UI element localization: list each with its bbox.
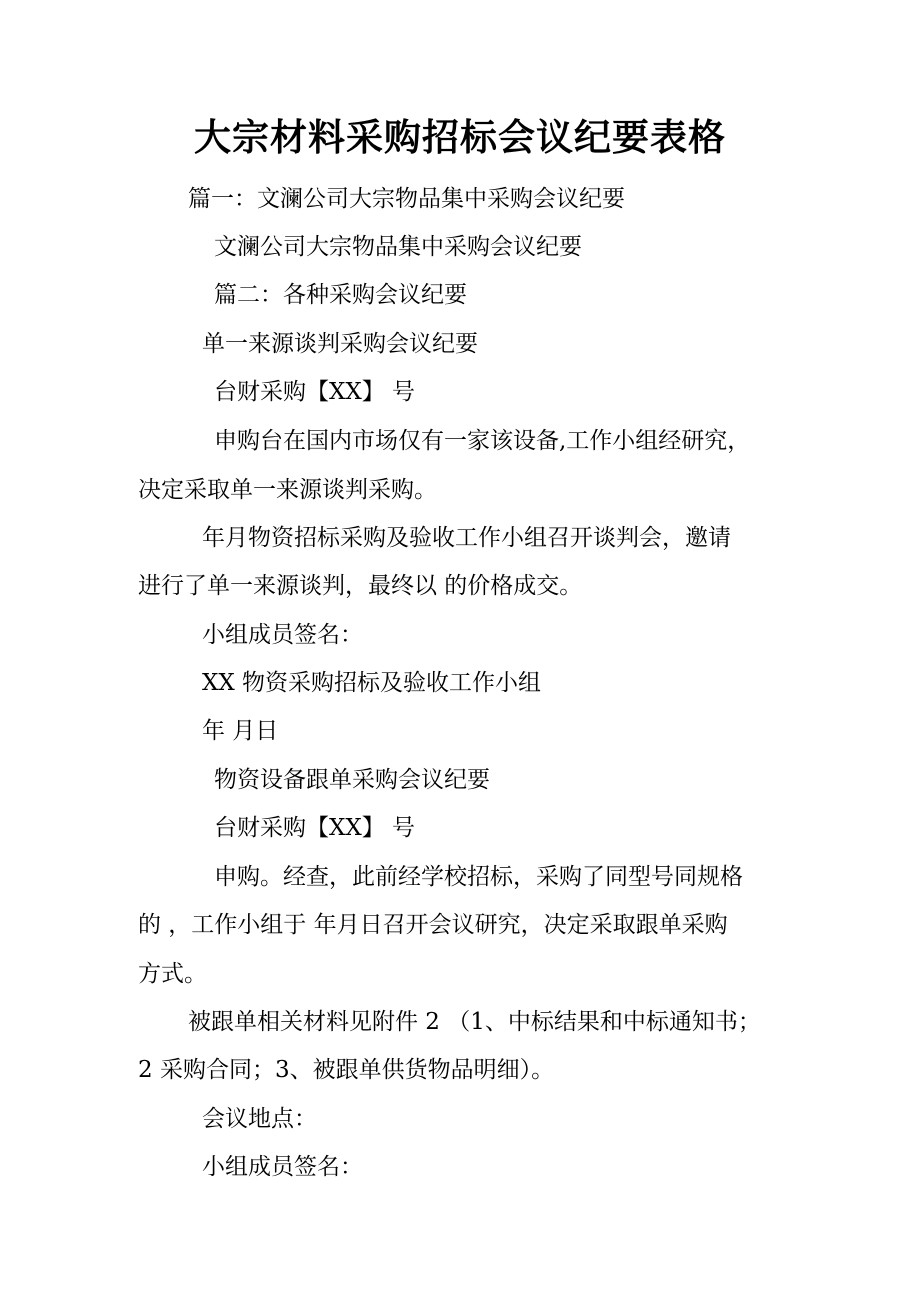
text-line: 年 月日: [202, 718, 279, 744]
text-line: XX 物资采购招标及验收工作小组: [202, 670, 542, 696]
text-line: 决定采取单一来源谈判采购。: [138, 477, 437, 503]
text-line: 小组成员签名：: [202, 1154, 363, 1180]
text-line: 被跟单相关材料见附件 2 （1、中标结果和中标通知书；: [188, 1009, 761, 1035]
text-line: 会议地点：: [202, 1106, 317, 1132]
text-line: 2 采购合同；3、被跟单供货物品明细）。: [138, 1057, 555, 1083]
text-line: 进行了单一来源谈判，最终以 的价格成交。: [138, 573, 583, 599]
text-line: 物资设备跟单采购会议纪要: [214, 767, 490, 793]
text-line: 篇二：各种采购会议纪要: [214, 282, 467, 308]
text-line: 篇一：文澜公司大宗物品集中采购会议纪要: [188, 186, 625, 212]
text-line: 方式。: [138, 961, 207, 987]
text-line: 台财采购【XX】 号: [214, 815, 416, 841]
text-line: 单一来源谈判采购会议纪要: [202, 331, 478, 357]
text-line: 申购。经查，此前经学校招标，采购了同型号同规格: [214, 864, 743, 890]
document-title: 大宗材料采购招标会议纪要表格: [194, 116, 726, 159]
text-line: 年月物资招标采购及验收工作小组召开谈判会，邀请: [202, 525, 731, 551]
text-line: 申购台在国内市场仅有一家该设备,工作小组经研究，: [214, 428, 751, 454]
text-line: 台财采购【XX】 号: [214, 379, 416, 405]
text-line: 文澜公司大宗物品集中采购会议纪要: [214, 234, 582, 260]
text-line: 小组成员签名：: [202, 622, 363, 648]
text-line: 的 ，工作小组于 年月日召开会议研究，决定采取跟单采购: [138, 912, 728, 938]
